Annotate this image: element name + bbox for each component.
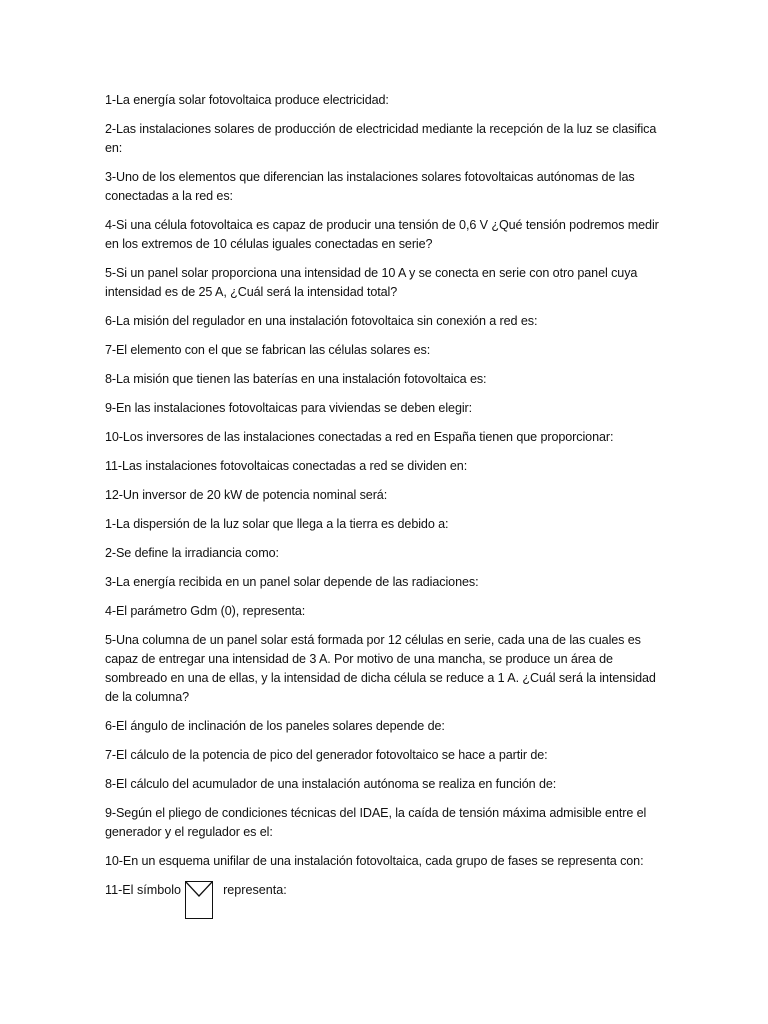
- question-2: 2-Las instalaciones solares de producción de electricidad mediante la recepción de la luz se clasifica en:: [105, 122, 657, 155]
- question-6: 6-La misión del regulador en una instalación fotovoltaica sin conexión a red es:: [105, 314, 538, 328]
- question-2-11: [105, 881, 665, 919]
- question-list: [105, 91, 665, 919]
- question-2-8: 8-El cálculo del acumulador de una instalación autónoma se realiza en función de:: [105, 777, 557, 791]
- question-2-2: 2-Se define la irradiancia como:: [105, 546, 279, 560]
- question-9: 9-En las instalaciones fotovoltaicas para viviendas se deben elegir:: [105, 401, 473, 415]
- solar-panel-symbol-icon: [185, 881, 213, 919]
- question-2-5: 5-Una columna de un panel solar está formada por 12 células en serie, cada una de las cuales es capaz de entregar una intensidad de 3 A. Por motivo de una mancha, se produce un área de sombreado en una de ellas, y la intensidad de dicha célula se reduce a 1 A. ¿Cuál será la intensidad de la columna?: [105, 633, 656, 704]
- question-2-6: 6-El ángulo de inclinación de los paneles solares depende de:: [105, 719, 445, 733]
- question-12: 12-Un inversor de 20 kW de potencia nominal será:: [105, 488, 388, 502]
- question-2-9: 9-Según el pliego de condiciones técnicas del IDAE, la caída de tensión máxima admisible entre el generador y el regulador es el:: [105, 806, 647, 839]
- solar-panel-symbol-diagonal-icon: [186, 882, 212, 918]
- question-2-7: 7-El cálculo de la potencia de pico del generador fotovoltaico se hace a partir de:: [105, 748, 548, 762]
- question-2-3: 3-La energía recibida en un panel solar depende de las radiaciones:: [105, 575, 479, 589]
- question-2-10: 10-En un esquema unifilar de una instalación fotovoltaica, cada grupo de fases se representa con:: [105, 854, 644, 868]
- question-4: 4-Si una célula fotovoltaica es capaz de producir una tensión de 0,6 V ¿Qué tensión podremos medir en los extremos de 10 células iguales conectadas en serie?: [105, 218, 659, 251]
- question-2-11-prefix: 11-El símbolo: [105, 883, 182, 897]
- question-11: 11-Las instalaciones fotovoltaicas conectadas a red se dividen en:: [105, 459, 468, 473]
- question-3: 3-Uno de los elementos que diferencian las instalaciones solares fotovoltaicas autónomas de las conectadas a la red es:: [105, 170, 635, 203]
- question-7: 7-El elemento con el que se fabrican las células solares es:: [105, 343, 431, 357]
- question-10: 10-Los inversores de las instalaciones conectadas a red en España tienen que proporcionar:: [105, 430, 614, 444]
- question-2-11-suffix: representa:: [223, 883, 287, 897]
- question-8: 8-La misión que tienen las baterías en una instalación fotovoltaica es:: [105, 372, 487, 386]
- question-5: 5-Si un panel solar proporciona una intensidad de 10 A y se conecta en serie con otro panel cuya intensidad es de 25 A, ¿Cuál será la intensidad total?: [105, 266, 638, 299]
- question-1: 1-La energía solar fotovoltaica produce electricidad:: [105, 93, 389, 107]
- question-2-4: 4-El parámetro Gdm (0), representa:: [105, 604, 306, 618]
- question-2-1: 1-La dispersión de la luz solar que llega a la tierra es debido a:: [105, 517, 449, 531]
